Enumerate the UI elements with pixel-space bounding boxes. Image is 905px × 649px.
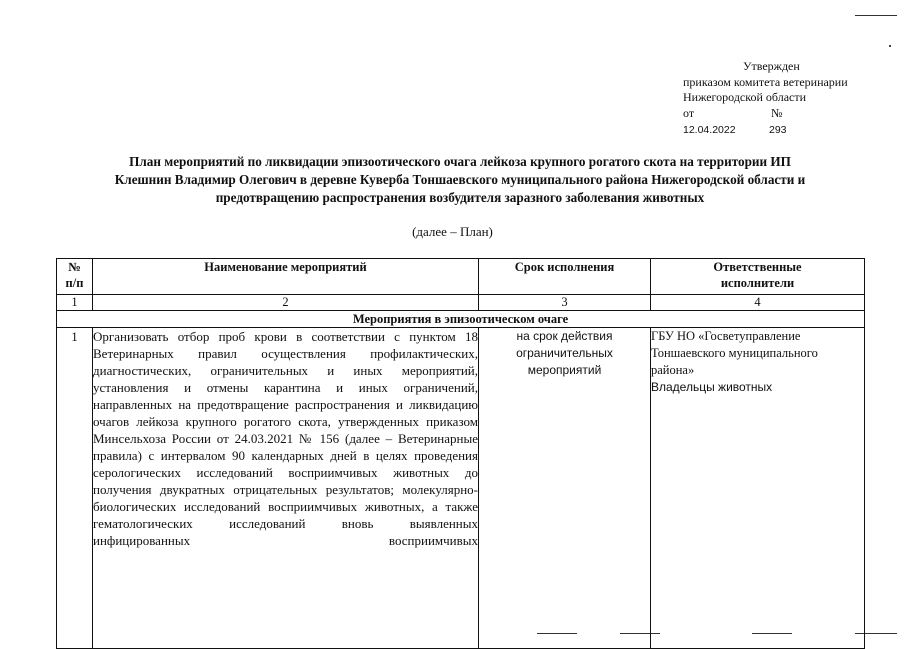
- index-cell-1: 1: [57, 295, 93, 311]
- approval-region-line: Нижегородской области: [683, 90, 807, 104]
- header-term: Срок исполнения: [479, 259, 651, 295]
- row-responsible: [651, 328, 865, 649]
- scan-artifact-dot: [889, 45, 891, 47]
- row-num: 1: [57, 328, 93, 649]
- header-resp: Ответственные исполнители: [651, 259, 865, 295]
- row-term-text: на срок действия ограничительных мероприятий: [516, 329, 613, 377]
- index-cell-4: 4: [651, 295, 865, 311]
- approval-block: [683, 59, 848, 140]
- table-section-row: [57, 311, 865, 328]
- title-line-1: План мероприятий по ликвидации эпизоотического очага лейкоза крупного рогатого скота на территории ИП: [129, 154, 791, 169]
- index-cell-3: 3: [479, 295, 651, 311]
- table-header-row: [57, 259, 865, 295]
- row-description: [93, 328, 479, 649]
- approval-ot-label: от: [683, 105, 695, 120]
- row-responsible-org: ГБУ НО «Госветуправление Тоншаевского муниципального района»: [651, 329, 818, 377]
- header-num: № п/п: [57, 259, 93, 295]
- approval-date-number-values: [683, 123, 848, 140]
- plan-table: [56, 258, 865, 649]
- approval-heading: Утвержден: [743, 59, 800, 73]
- row-description-text: Организовать отбор проб крови в соответствии с пунктом 18 Ветеринарных правил осуществления профилактических, диагностических, ограничительных и иных мероприятий, установления и отмены карантина и иных ограничений, направленных на предотвращение распространения и ликвидацию очагов лейкоза крупного рогатого скота, утвержденных приказом Минсельхоза России от 24.03.2021 № 156 (далее – Ветеринарные правила) с интервалом 90 календарных дней в целях проведения серологических исследований восприимчивых животных до получения двукратных отрицательных результатов; молекулярно-биологических исследований восприимчивых животных, а также гематологических исследований вновь выявленных инфицированных восприимчивых: [93, 329, 478, 548]
- approval-date: 12.04.2022: [683, 124, 736, 136]
- approval-date-number-labels: [683, 106, 848, 122]
- table-index-row: [57, 295, 865, 311]
- row-term: [479, 328, 651, 649]
- row-responsible-owner: Владельцы животных: [651, 380, 773, 394]
- document-subtitle: (далее – План): [412, 224, 493, 239]
- title-line-2: Клешнин Владимир Олегович в деревне Куверба Тоншаевского муниципального района Нижегородской области и: [114, 172, 806, 187]
- approval-num-label: №: [771, 105, 783, 120]
- scan-artifact-top-line: [855, 15, 897, 16]
- document-title: [60, 153, 860, 207]
- approval-number: 293: [769, 124, 787, 136]
- title-line-3: предотвращению распространения возбудителя заразного заболевания животных: [215, 190, 705, 205]
- section-title: Мероприятия в эпизоотическом очаге: [57, 311, 865, 328]
- header-name: Наименование мероприятий: [93, 259, 479, 295]
- approval-order-line: приказом комитета ветеринарии: [683, 74, 848, 89]
- table-row: [57, 328, 865, 649]
- index-cell-2: 2: [93, 295, 479, 311]
